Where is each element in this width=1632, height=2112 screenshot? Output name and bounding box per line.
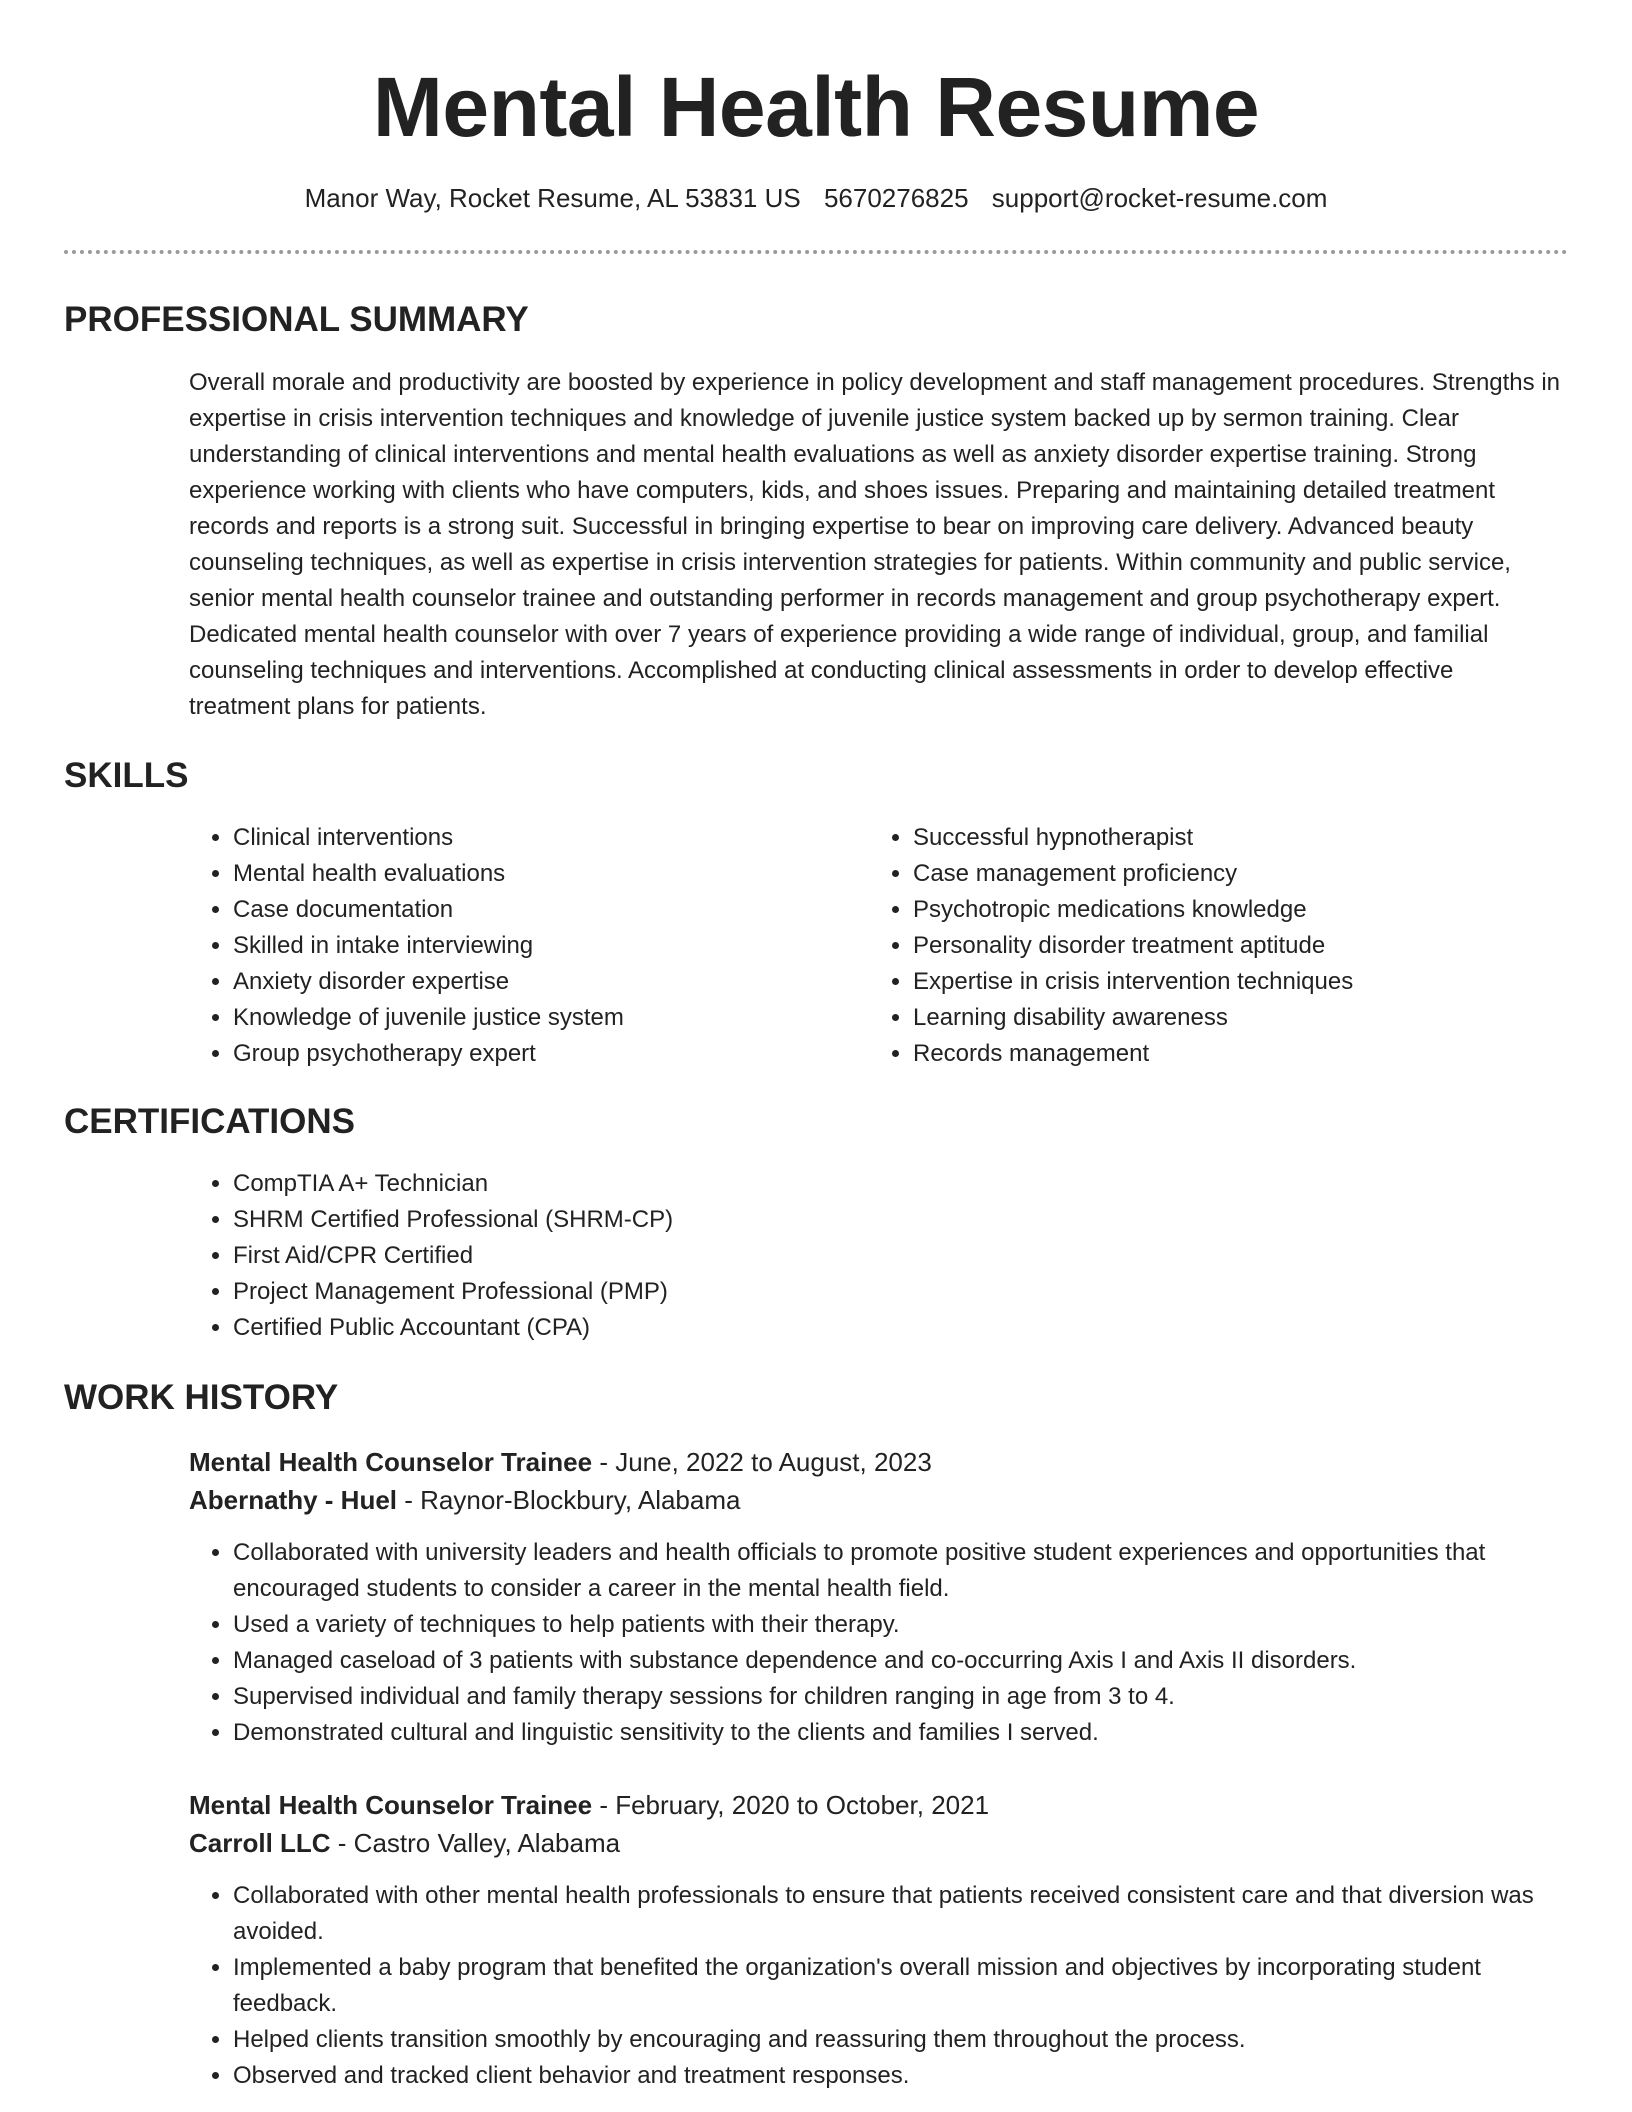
certification-item: • First Aid/CPR Certified bbox=[233, 1238, 989, 1274]
job-bullet: • Collaborated with university leaders and health officials to promote positive student experiences and opportunities that encouraged students to consider a career in the mental health field. bbox=[233, 1535, 1561, 1607]
certification-item: • Project Management Professional (PMP) bbox=[233, 1274, 989, 1310]
header-divider bbox=[64, 250, 1568, 254]
section-title-summary: PROFESSIONAL SUMMARY bbox=[64, 300, 529, 339]
job-bullet: • Helped clients transition smoothly by encouraging and reassuring them throughout the process. bbox=[233, 2022, 1561, 2058]
section-title-skills: SKILLS bbox=[64, 756, 189, 795]
skill-item: • Personality disorder treatment aptitude bbox=[913, 928, 1569, 964]
job-title-line bbox=[189, 1443, 1561, 1481]
skill-item: • Skilled in intake interviewing bbox=[233, 928, 829, 964]
skill-item: • Case documentation bbox=[233, 892, 829, 928]
job-location: - Raynor-Blockbury, Alabama bbox=[397, 1485, 741, 1515]
contact-phone: 5670276825 bbox=[823, 183, 969, 213]
job-bullet: • Managed caseload of 3 patients with substance dependence and co-occurring Axis I and Axis II disorders. bbox=[233, 1643, 1561, 1679]
skill-item: • Group psychotherapy expert bbox=[233, 1036, 829, 1072]
job-location: - Castro Valley, Alabama bbox=[330, 1828, 621, 1858]
job-title-line bbox=[189, 1786, 1561, 1824]
job-bullet: • Demonstrated cultural and linguistic sensitivity to the clients and families I served. bbox=[233, 1715, 1561, 1751]
job-title: Mental Health Counselor Trainee bbox=[189, 1447, 593, 1477]
skill-item: • Case management proficiency bbox=[913, 856, 1569, 892]
skill-item: • Mental health evaluations bbox=[233, 856, 829, 892]
contact-line bbox=[0, 178, 1632, 218]
job-company: Abernathy - Huel bbox=[189, 1485, 398, 1515]
job-company: Carroll LLC bbox=[189, 1828, 331, 1858]
skill-item: • Expertise in crisis intervention techniques bbox=[913, 964, 1569, 1000]
skills-column-right bbox=[869, 820, 1569, 1072]
skill-item: • Successful hypnotherapist bbox=[913, 820, 1569, 856]
certifications-list bbox=[189, 1166, 989, 1346]
skills-column-left bbox=[189, 820, 829, 1072]
skill-item: • Knowledge of juvenile justice system bbox=[233, 1000, 829, 1036]
summary-text: Overall morale and productivity are boosted by experience in policy development and staff management procedures. Strengths in expertise in crisis intervention techniques and knowledge of juvenile justice system backed up by sermon training. Clear understanding of clinical interventions and mental health evaluations as well as anxiety disorder expertise training. Strong experience working with clients who have computers, kids, and shoes issues. Preparing and maintaining detailed treatment records and reports is a strong suit. Successful in bringing expertise to bear on improving care delivery. Advanced beauty counseling techniques, as well as expertise in crisis intervention strategies for patients. Within community and public service, senior mental health counselor trainee and outstanding performer in records management and group psychotherapy expert. Dedicated mental health counselor with over 7 years of experience providing a wide range of individual, group, and familial counseling techniques and interventions. Accomplished at conducting clinical assessments in order to develop effective treatment plans for patients. bbox=[189, 369, 1560, 720]
job-bullet: • Observed and tracked client behavior and treatment responses. bbox=[233, 2058, 1561, 2094]
resume-name: Mental Health Resume bbox=[372, 60, 1260, 154]
job-entry bbox=[189, 1443, 1561, 1751]
skill-item: • Psychotropic medications knowledge bbox=[913, 892, 1569, 928]
section-title-certifications: CERTIFICATIONS bbox=[64, 1102, 356, 1141]
job-title: Mental Health Counselor Trainee bbox=[189, 1790, 593, 1820]
section-title-work-history: WORK HISTORY bbox=[64, 1378, 339, 1417]
job-bullet: • Used a variety of techniques to help patients with their therapy. bbox=[233, 1607, 1561, 1643]
skill-item: • Learning disability awareness bbox=[913, 1000, 1569, 1036]
job-bullet: • Supervised individual and family therapy sessions for children ranging in age from 3 to 4. bbox=[233, 1679, 1561, 1715]
job-bullet: • Collaborated with other mental health professionals to ensure that patients received consistent care and that diversion was avoided. bbox=[233, 1878, 1561, 1950]
certification-item: • CompTIA A+ Technician bbox=[233, 1166, 989, 1202]
contact-address: Manor Way, Rocket Resume, AL 53831 US bbox=[304, 183, 801, 213]
job-bullet: • Implemented a baby program that benefited the organization's overall mission and objectives by incorporating student feedback. bbox=[233, 1950, 1561, 2022]
skill-item: • Anxiety disorder expertise bbox=[233, 964, 829, 1000]
job-dates: - February, 2020 to October, 2021 bbox=[592, 1790, 990, 1820]
job-dates: - June, 2022 to August, 2023 bbox=[592, 1447, 932, 1477]
certification-item: • Certified Public Accountant (CPA) bbox=[233, 1310, 989, 1346]
skill-item: • Clinical interventions bbox=[233, 820, 829, 856]
contact-email: support@rocket-resume.com bbox=[991, 183, 1328, 213]
job-company-line bbox=[189, 1481, 1561, 1519]
certification-item: • SHRM Certified Professional (SHRM-CP) bbox=[233, 1202, 989, 1238]
job-company-line bbox=[189, 1824, 1561, 1862]
skill-item: • Records management bbox=[913, 1036, 1569, 1072]
job-entry bbox=[189, 1786, 1561, 2094]
